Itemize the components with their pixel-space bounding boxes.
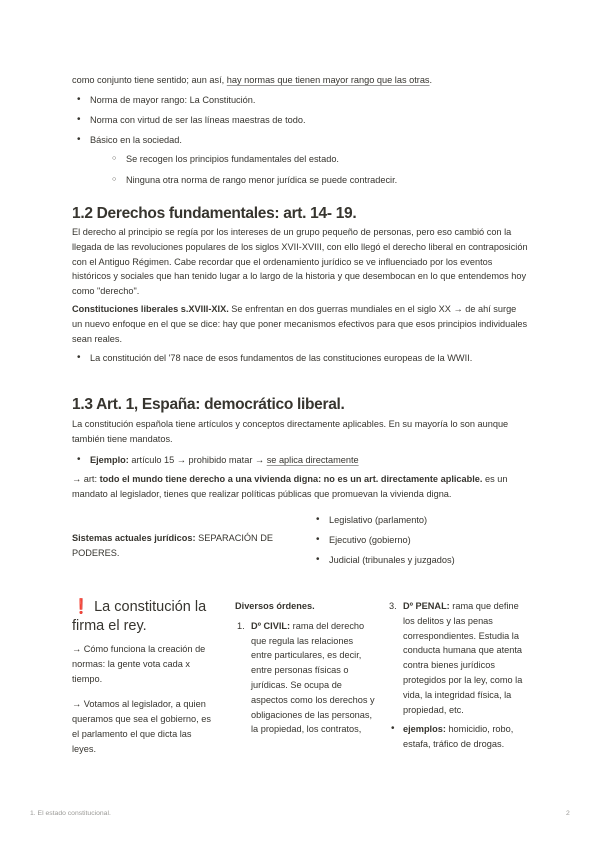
housing-article-paragraph — [72, 472, 528, 502]
footer-chapter: 1. El estado constitucional. — [30, 810, 111, 817]
list-item — [311, 533, 531, 548]
power-judicial: Judicial (tribunales y juzgados) — [329, 554, 455, 565]
examples-bold: ejemplos: — [403, 724, 446, 735]
legal-systems-bold: Sistemas actuales jurídicos: — [72, 533, 196, 543]
bullet-text: Norma de mayor rango: La Constitución. — [90, 95, 256, 105]
liberal-constitutions-bold: Constituciones liberales s.XVIII-XIX. — [72, 304, 229, 314]
list-item — [72, 133, 528, 188]
section-heading-1-2: 1.2 Derechos fundamentales: art. 14- 19. — [72, 205, 357, 222]
example-text: artículo 15 → prohibido matar → — [128, 455, 267, 465]
sub-bullet-text: Se recogen los principios fundamentales del estado. — [126, 154, 339, 165]
constitution-78-bullet — [72, 351, 512, 366]
power-executive: Ejecutivo (gobierno) — [329, 534, 411, 545]
example-bullet — [72, 453, 528, 468]
criminal-law-item — [388, 599, 528, 717]
arrow-prefix: → art: — [72, 474, 100, 484]
list-number: 1. — [237, 620, 245, 631]
king-callout — [72, 598, 216, 757]
sub-list-item — [90, 152, 528, 167]
civil-law-item — [235, 619, 375, 737]
criminal-law-bold: Dº PENAL: — [403, 601, 450, 611]
section-heading-1-3: 1.3 Art. 1, España: democrático liberal. — [72, 396, 345, 413]
power-legislative: Legislativo (parlamento) — [329, 515, 428, 525]
callout-title-text: La constitución la firma el rey. — [72, 599, 207, 634]
sub-bullets — [90, 152, 528, 188]
list-item — [311, 553, 531, 568]
example-bold: Ejemplo: — [90, 455, 129, 465]
spanish-constitution-paragraph: La constitución española tiene artículos y conceptos directamente aplicables. En su mayoría lo son aunque también tiene mandatos. — [72, 419, 509, 444]
intro-end: . — [429, 75, 433, 85]
civil-law-text: rama del derecho que regula las relaciones entre particulares, es decir, entre personas físicas o jurídicas. Se ocupa de aspectos como los derechos y obligaciones de las personas, la propiedad, los contratos, — [251, 620, 375, 735]
callout-paragraph: → Cómo funciona la creación de normas: la gente vota cada x tiempo. — [72, 644, 206, 684]
intro-underlined-text: hay normas que tienen mayor rango que las otras — [226, 75, 430, 85]
legal-orders-column — [235, 599, 375, 737]
liberal-constitutions-text: Se enfrentan en dos guerras mundiales en el siglo XX → de ahí surge un nuevo enfoque en el que se dice: hay que poner mecanismos efectivos para que esos principios individuales sean reales. — [72, 304, 528, 344]
examples-text: homicidio, robo, estafa, tráfico de drogas. — [403, 724, 514, 750]
sub-bullet-text: Ninguna otra norma de rango menor jurídica se puede contradecir. — [126, 175, 398, 186]
callout-paragraph: → Votamos al legislador, a quien queramos que sea el gobierno, es el parlamento el que dicta las leyes. — [72, 699, 211, 754]
criminal-law-text: rama que define los delitos y las penas correspondientes. Estudia la conducta humana que atenta contra bienes jurídicos protegidos por la ley, como la vida, la integridad física, la propiedad, etc. — [403, 601, 523, 715]
history-paragraph: El derecho al principio se regía por los intereses de un grupo pequeño de personas, pero eso cambió con la llegada de las revoluciones populares de los siglos XVII-XVIII, con ello llegó el derecho liberal en contraposición con el Antiguo Régimen. Cabe recordar que el ordenamiento jurídico se ve influenciado por los eventos históricos y sociales que han tenido lugar a lo largo de la historia y que desembocan en lo que entendemos hoy como "derecho". — [72, 227, 528, 297]
exclamation-icon: ❗ — [72, 599, 91, 615]
list-item — [72, 113, 528, 128]
examples-item — [388, 722, 528, 752]
callout-title — [72, 598, 216, 636]
legal-systems-text — [72, 531, 297, 561]
list-item — [72, 93, 528, 108]
bullet-text: Básico en la sociedad. — [90, 134, 182, 145]
sub-list-item — [90, 173, 528, 188]
footer-page-number: 2 — [566, 810, 570, 817]
legal-orders-column-2 — [388, 599, 528, 752]
example-underlined-text: se aplica directamente — [266, 455, 359, 465]
powers-list — [311, 513, 531, 567]
list-item — [311, 513, 531, 528]
housing-bold: todo el mundo tiene derecho a una vivienda digna: no es un art. directamente aplicable. — [99, 474, 483, 484]
bullet-text: La constitución del '78 nace de esos fundamentos de las constituciones europeas de la WWII. — [90, 353, 473, 363]
intro-text: como conjunto tiene sentido; aun así, — [72, 75, 227, 85]
liberal-constitutions-paragraph — [72, 302, 528, 346]
bullet-text: Norma con virtud de ser las líneas maestras de todo. — [90, 114, 306, 125]
bullet-dot: • — [391, 723, 395, 735]
legal-orders-title: Diversos órdenes. — [235, 601, 315, 611]
constitution-bullets — [72, 93, 528, 188]
list-item — [72, 351, 512, 366]
housing-text: es un mandato al legislador, tienes que realizar políticas públicas que promuevan la vivienda digna. — [72, 474, 508, 499]
list-number: 3. — [389, 601, 397, 611]
legal-systems-separation: SEPARACIÓN DE PODERES. — [72, 533, 274, 558]
civil-law-bold: Dº CIVIL: — [251, 620, 291, 631]
intro-paragraph — [72, 73, 528, 88]
list-item — [72, 453, 528, 468]
